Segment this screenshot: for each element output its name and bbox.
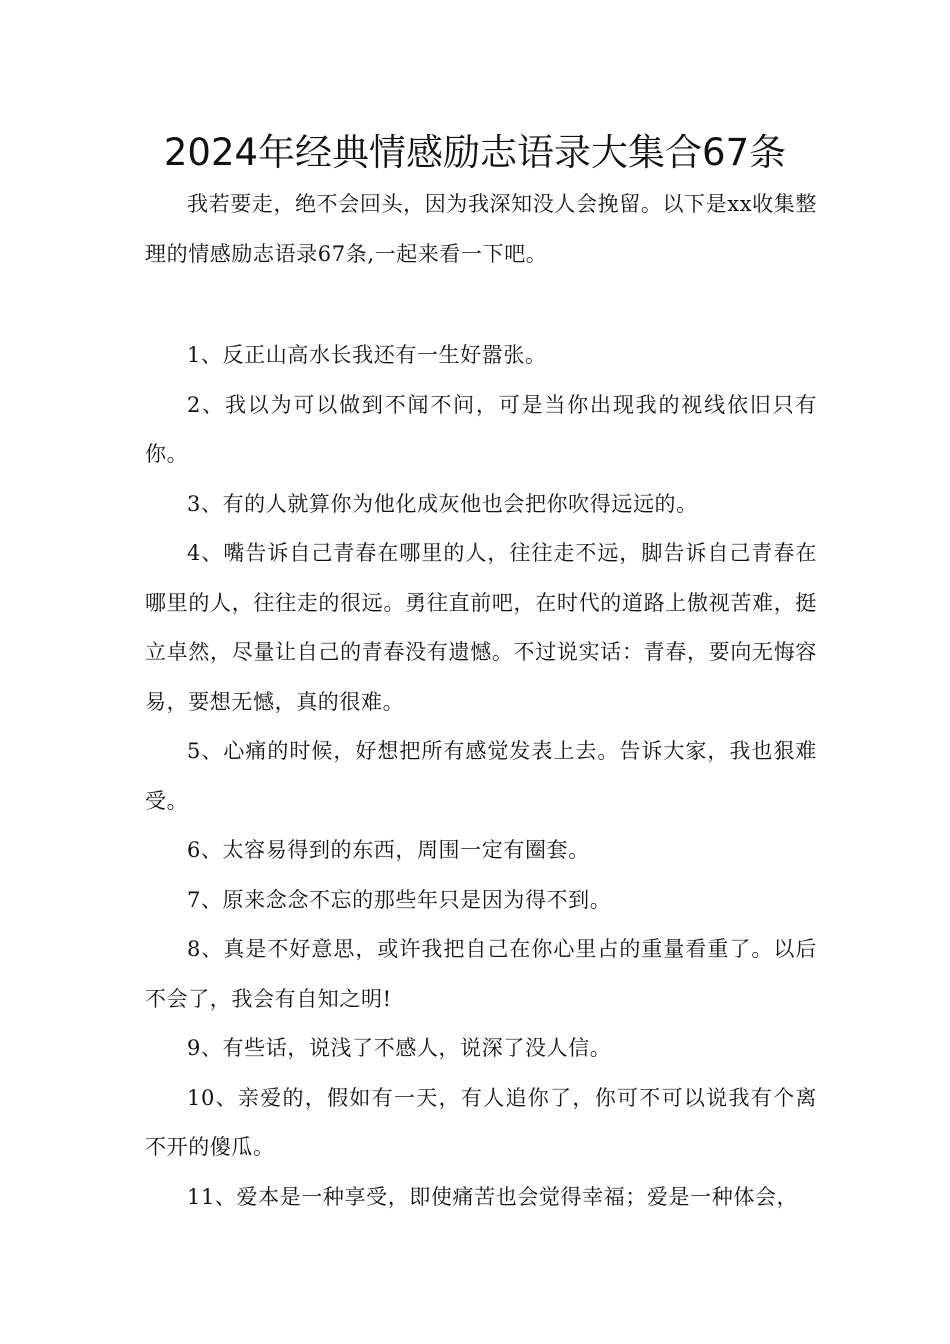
quote-item-4: 4、嘴告诉自己青春在哪里的人，往往走不远，脚告诉自己青春在哪里的人，往往走的很远。勇往直前吧，在时代的道路上傲视苦难，挺立卓然，尽量让自己的青春没有遗憾。不过说实话：青春，要向无悔容易，要想无憾，真的很难。 xyxy=(145,541,817,714)
quote-item-11: 11、爱本是一种享受，即使痛苦也会觉得幸福；爱是一种体会， xyxy=(187,1184,799,1209)
paragraph-gap xyxy=(145,279,817,331)
quote-item-8: 8、真是不好意思，或许我把自己在你心里占的重量看重了。以后不会了，我会有自知之明! xyxy=(145,937,817,1011)
intro-paragraph: 我若要走，绝不会回头，因为我深知没人会挽留。以下是xx收集整理的情感励志语录67条,一起来看一下吧。 xyxy=(145,192,817,266)
quote-item-10: 10、亲爱的，假如有一天，有人追你了，你可不可以说我有个离不开的傻瓜。 xyxy=(145,1085,817,1159)
quote-item-2: 2、我以为可以做到不闻不问，可是当你出现我的视线依旧只有你。 xyxy=(145,392,817,466)
quote-item-6: 6、太容易得到的东西，周围一定有圈套。 xyxy=(187,838,590,862)
quote-item-3: 3、有的人就算你为他化成灰他也会把你吹得远远的。 xyxy=(187,491,698,516)
document-title: 2024年经典情感励志语录大集合67条 xyxy=(163,131,787,174)
document-body xyxy=(145,180,817,1222)
quote-item-1: 1、反正山高水长我还有一生好嚣张。 xyxy=(187,343,547,367)
quote-item-5: 5、心痛的时候，好想把所有感觉发表上去。告诉大家，我也狠难受。 xyxy=(145,739,817,813)
quote-item-7: 7、原来念念不忘的那些年只是因为得不到。 xyxy=(187,887,612,912)
quote-item-9: 9、有些话，说浅了不感人，说深了没人信。 xyxy=(187,1036,612,1060)
